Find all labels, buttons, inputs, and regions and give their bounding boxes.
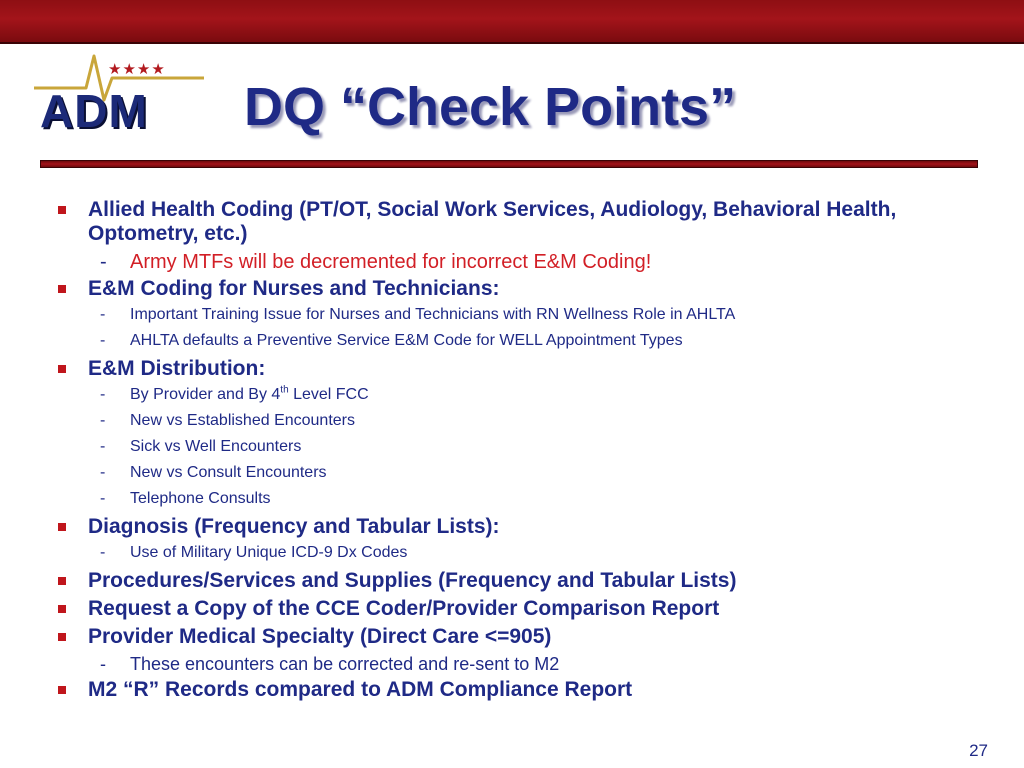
sub-list-item xyxy=(58,437,988,457)
slide-title: DQ “Check Points” xyxy=(244,77,737,137)
sub-list-item xyxy=(58,305,988,325)
sub-list-item-text: Sick vs Well Encounters xyxy=(130,438,302,455)
sub-list-item-text: AHLTA defaults a Preventive Service E&M Code for WELL Appointment Types xyxy=(130,332,683,349)
list-item xyxy=(58,569,988,593)
square-bullet-icon xyxy=(58,365,66,373)
top-banner-bar xyxy=(0,0,1024,44)
list-item xyxy=(58,678,988,702)
dash-bullet: - xyxy=(100,438,106,455)
list-item-text: Procedures/Services and Supplies (Frequency and Tabular Lists) xyxy=(88,569,737,592)
dash-bullet: - xyxy=(100,464,106,481)
sub-list-item xyxy=(58,543,988,563)
sub-list-item-text: These encounters can be corrected and re-sent to M2 xyxy=(130,654,560,674)
square-bullet-icon xyxy=(58,523,66,531)
list-item-text: E&M Distribution: xyxy=(88,357,266,380)
dash-bullet: - xyxy=(100,412,106,429)
sub-list-item-text-suffix: Level FCC xyxy=(288,386,369,403)
dash-bullet: - xyxy=(100,251,107,273)
sub-list-item-text: New vs Established Encounters xyxy=(130,412,355,429)
sub-list-item-text: Important Training Issue for Nurses and Technicians with RN Wellness Role in AHLTA xyxy=(130,306,736,323)
square-bullet-icon xyxy=(58,577,66,585)
sub-list-item xyxy=(58,331,988,351)
square-bullet-icon xyxy=(58,605,66,613)
list-item-text: Provider Medical Specialty (Direct Care <=905) xyxy=(88,625,552,648)
list-item-text: Allied Health Coding (PT/OT, Social Work Services, Audiology, Behavioral Health, Optometry, etc.) xyxy=(88,198,897,245)
dash-bullet: - xyxy=(100,654,106,674)
bullet-list xyxy=(58,198,988,706)
sub-list-item xyxy=(58,411,988,431)
logo-stars: ★★★★ xyxy=(108,61,166,78)
dash-bullet: - xyxy=(100,306,106,323)
list-item-text: E&M Coding for Nurses and Technicians: xyxy=(88,277,500,300)
list-item xyxy=(58,198,988,246)
sub-list-item xyxy=(58,385,988,405)
sub-list-item xyxy=(58,250,988,274)
list-item-text: Diagnosis (Frequency and Tabular Lists): xyxy=(88,515,500,538)
adm-logo xyxy=(34,52,204,142)
dash-bullet: - xyxy=(100,332,106,349)
sub-list-item xyxy=(58,489,988,509)
dash-bullet: - xyxy=(100,490,106,507)
list-item xyxy=(58,357,988,381)
logo-text: ADM xyxy=(40,85,148,137)
list-item xyxy=(58,515,988,539)
dash-bullet: - xyxy=(100,544,106,561)
sub-list-item-text: Telephone Consults xyxy=(130,490,271,507)
sub-list-item-text-prefix: By Provider and By 4 xyxy=(130,386,281,403)
sub-list-item xyxy=(58,653,988,675)
dash-bullet: - xyxy=(100,386,106,403)
list-item-text: M2 “R” Records compared to ADM Compliance Report xyxy=(88,678,633,701)
sub-list-item-text: Army MTFs will be decremented for incorrect E&M Coding! xyxy=(130,251,652,273)
list-item xyxy=(58,277,988,301)
sub-list-item-text: Use of Military Unique ICD-9 Dx Codes xyxy=(130,544,408,561)
page-number: 27 xyxy=(969,741,988,760)
list-item xyxy=(58,625,988,649)
title-divider xyxy=(40,160,978,168)
square-bullet-icon xyxy=(58,633,66,641)
sub-list-item xyxy=(58,463,988,483)
square-bullet-icon xyxy=(58,285,66,293)
list-item xyxy=(58,597,988,621)
superscript-text: th xyxy=(280,384,289,396)
list-item-text: Request a Copy of the CCE Coder/Provider Comparison Report xyxy=(88,597,720,620)
square-bullet-icon xyxy=(58,686,66,694)
square-bullet-icon xyxy=(58,206,66,214)
sub-list-item-text: New vs Consult Encounters xyxy=(130,464,327,481)
